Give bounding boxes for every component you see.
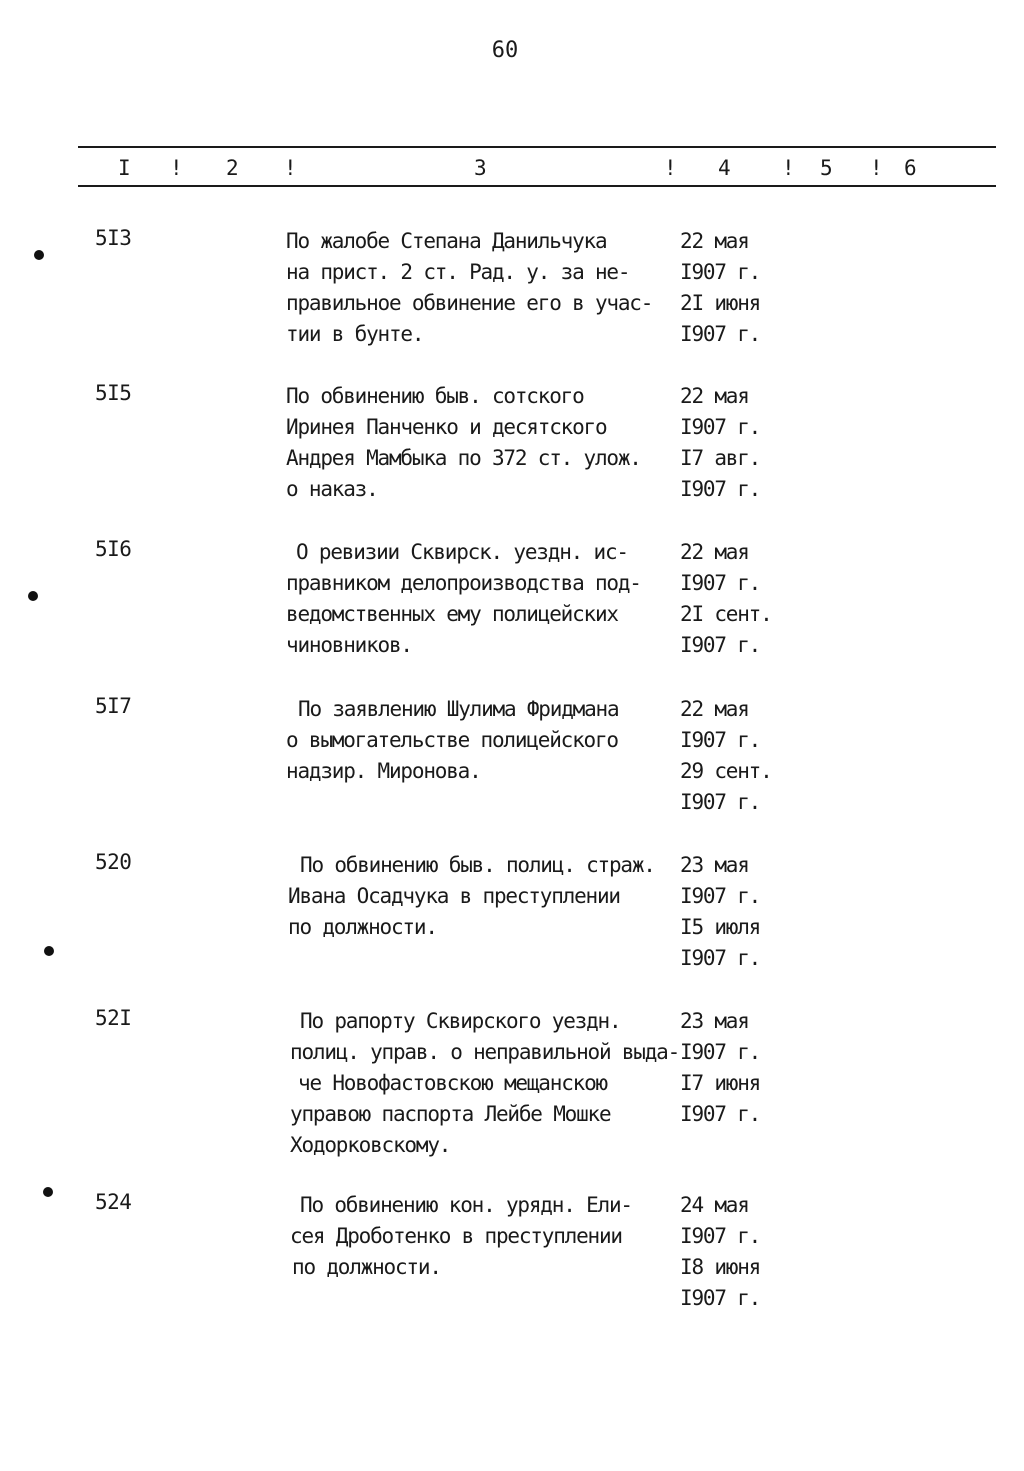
- entry-description-line: Ходорковскому.: [290, 1133, 451, 1157]
- entry-date-line: I907 г.: [680, 1102, 761, 1126]
- entry-number: 52I: [95, 1006, 132, 1030]
- col-separator: !: [870, 156, 883, 180]
- col-header-5: 5: [820, 156, 833, 180]
- col-header-6: 6: [904, 156, 917, 180]
- entry-number: 5I7: [95, 694, 132, 718]
- binding-hole-mark: [44, 946, 54, 956]
- entry-description-line: правильное обвинение его в учас-: [286, 291, 653, 315]
- entry-number: 524: [95, 1190, 132, 1214]
- entry-description-line: по должности.: [288, 915, 437, 939]
- col-header-2: 2: [226, 156, 239, 180]
- entry-description-line: По рапорту Сквирского уездн.: [300, 1009, 621, 1033]
- entry-description-line: По обвинению быв. полиц. страж.: [300, 853, 655, 877]
- entry-date-line: I7 авг.: [680, 446, 761, 470]
- entry-date-line: 2I сент.: [680, 602, 772, 626]
- entry-date-line: I907 г.: [680, 1286, 761, 1310]
- entry-date-line: I907 г.: [680, 260, 761, 284]
- entry-description-line: о вымогательстве полицейского: [286, 728, 618, 752]
- column-header-row: [0, 156, 1024, 184]
- header-rule-top: [78, 146, 996, 148]
- entry-date-line: 23 мая: [680, 1009, 749, 1033]
- page-number: 60: [491, 38, 519, 63]
- entry-description-line: ведомственных ему полицейских: [286, 602, 618, 626]
- entry-date-line: I907 г.: [680, 946, 761, 970]
- entry-description-line: Андрея Мамбыка по 372 ст. улож.: [286, 446, 641, 470]
- col-separator: !: [664, 156, 677, 180]
- entry-description-line: сея Дроботенко в преступлении: [290, 1224, 622, 1248]
- binding-hole-mark: [34, 250, 44, 260]
- entry-description-line: на прист. 2 ст. Рад. у. за не-: [286, 260, 630, 284]
- entry-date-line: I907 г.: [680, 790, 761, 814]
- col-separator: !: [170, 156, 183, 180]
- entry-date-line: I907 г.: [680, 884, 761, 908]
- entry-description-line: По заявлению Шулима Фридмана: [298, 697, 619, 721]
- entry-date-line: I7 июня: [680, 1071, 761, 1095]
- col-header-1: I: [118, 156, 131, 180]
- entry-date-line: 22 мая: [680, 697, 749, 721]
- entry-description-line: По обвинению быв. сотского: [286, 384, 584, 408]
- entry-description-line: управою паспорта Лейбе Мошке: [290, 1102, 611, 1126]
- entry-description-line: о наказ.: [286, 477, 378, 501]
- binding-hole-mark: [28, 591, 38, 601]
- entry-description-line: правником делопроизводства под-: [286, 571, 641, 595]
- entry-date-line: I907 г.: [680, 1224, 761, 1248]
- entry-date-line: I907 г.: [680, 322, 761, 346]
- entry-description-line: Иринея Панченко и десятского: [286, 415, 607, 439]
- entry-description-line: По обвинению кон. урядн. Ели-: [300, 1193, 632, 1217]
- entry-number: 5I3: [95, 226, 132, 250]
- entry-description-line: по должности.: [292, 1255, 441, 1279]
- entry-description-line: надзир. Миронова.: [286, 759, 481, 783]
- entry-number: 5I5: [95, 381, 132, 405]
- col-separator: !: [782, 156, 795, 180]
- entry-number: 5I6: [95, 537, 132, 561]
- entry-description-line: тии в бунте.: [286, 322, 424, 346]
- entry-date-line: I907 г.: [680, 415, 761, 439]
- col-header-3: 3: [474, 156, 487, 180]
- entry-description-line: О ревизии Сквирск. уездн. ис-: [296, 540, 628, 564]
- entry-date-line: 2I июня: [680, 291, 761, 315]
- entry-date-line: I907 г.: [680, 571, 761, 595]
- entry-date-line: 22 мая: [680, 540, 749, 564]
- entry-date-line: I907 г.: [680, 1040, 761, 1064]
- entry-description-line: По жалобе Степана Данильчука: [286, 229, 607, 253]
- entry-date-line: 22 мая: [680, 229, 749, 253]
- entry-description-line: Ивана Осадчука в преступлении: [288, 884, 620, 908]
- entry-date-line: I8 июня: [680, 1255, 761, 1279]
- entry-description-line: чиновников.: [286, 633, 412, 657]
- entry-date-line: I907 г.: [680, 477, 761, 501]
- entry-description-line: полиц. управ. о неправильной выда-: [290, 1040, 680, 1064]
- entry-date-line: I907 г.: [680, 633, 761, 657]
- entry-date-line: 23 мая: [680, 853, 749, 877]
- entry-description-line: че Новофастовскою мещанскою: [298, 1071, 607, 1095]
- entry-date-line: 24 мая: [680, 1193, 749, 1217]
- col-header-4: 4: [718, 156, 731, 180]
- entry-number: 520: [95, 850, 132, 874]
- entry-date-line: 29 сент.: [680, 759, 772, 783]
- col-separator: !: [284, 156, 297, 180]
- entry-date-line: 22 мая: [680, 384, 749, 408]
- entry-date-line: I907 г.: [680, 728, 761, 752]
- entry-date-line: I5 июля: [680, 915, 761, 939]
- header-rule-bottom: [78, 185, 996, 187]
- binding-hole-mark: [43, 1187, 53, 1197]
